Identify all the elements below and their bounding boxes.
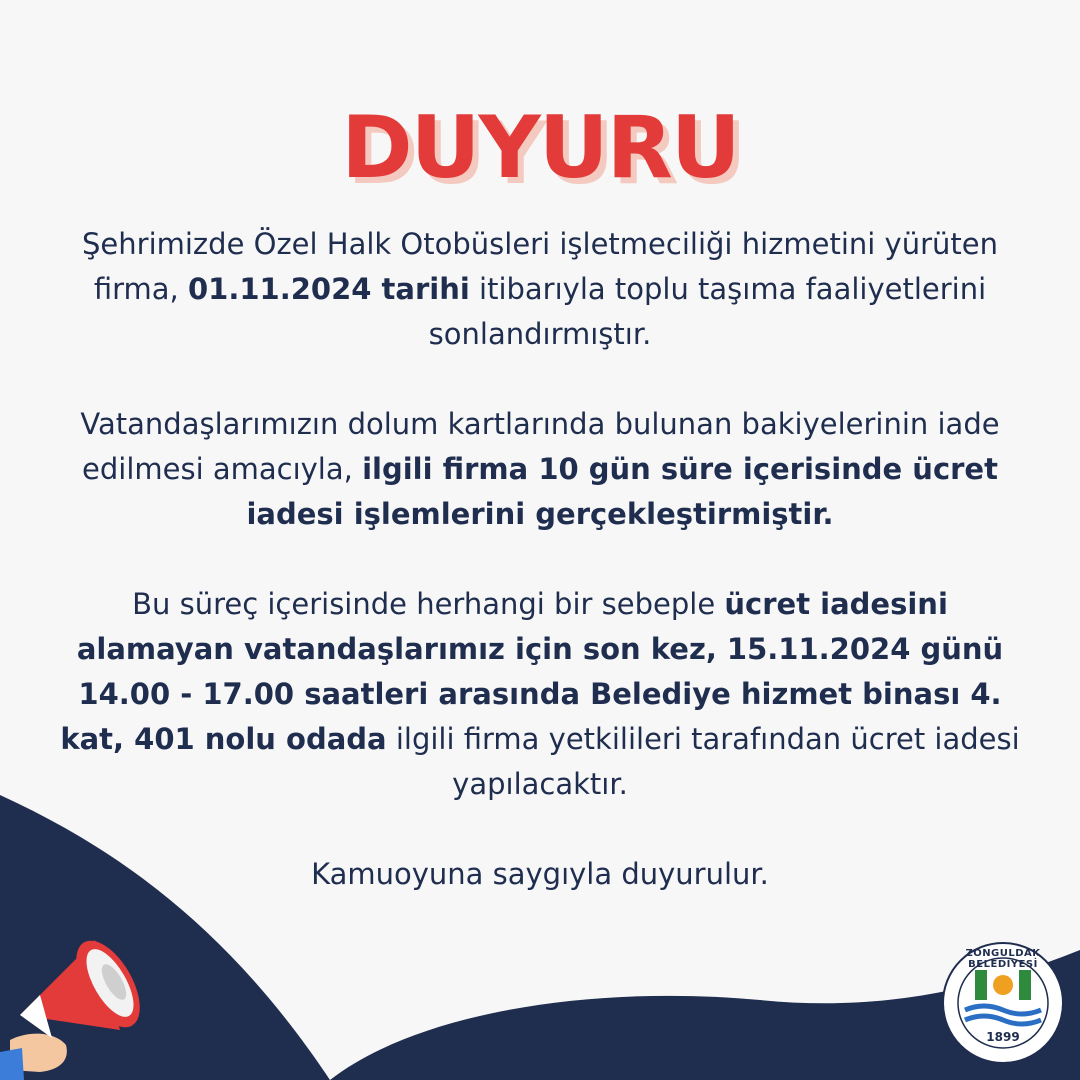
closing-line: Kamuoyuna saygıyla duyurulur. (311, 857, 769, 891)
paragraph-3-text-c: ilgili firma yetkilileri tarafından ücret iadesi yapılacaktır. (386, 722, 1020, 801)
paragraph-2 (60, 402, 1020, 537)
paragraph-1-text-a: Şehrimizde Özel Halk Otobüsleri işletmeciliği hizmetini yürüten firma, (82, 227, 998, 306)
paragraph-2-text-a: Vatandaşlarımızın dolum kartlarında bulunan bakiyelerinin iade edilmesi amacıyla, (80, 407, 1000, 486)
paragraph-2-bold: ilgili firma 10 gün süre içerisinde ücret iadesi işlemlerini gerçekleştirmiştir. (246, 452, 998, 531)
paragraph-3 (60, 582, 1020, 807)
paragraph-3-bold: ücret iadesini alamayan vatandaşlarımız için son kez, 15.11.2024 günü 14.00 - 17.00 saatleri arasında Belediye hizmet binası 4. kat, 401 nolu odada (60, 587, 1004, 756)
page-title: DUYURU (341, 98, 739, 198)
seal-year: 1899 (986, 1030, 1020, 1044)
paragraph-3-text-a: Bu süreç içerisinde herhangi bir sebeple (132, 587, 725, 621)
paragraph-1 (60, 222, 1020, 357)
municipality-seal (940, 940, 1066, 1066)
announcement-body (60, 222, 1020, 942)
paragraph-1-text-c: itibarıyla toplu taşıma faaliyetlerini sonlandırmıştır. (428, 272, 987, 351)
paragraph-1-date: 01.11.2024 tarihi (187, 272, 470, 306)
megaphone-icon (0, 920, 160, 1080)
seal-name: ZONGULDAK BELEDİYESİ (965, 948, 1041, 970)
